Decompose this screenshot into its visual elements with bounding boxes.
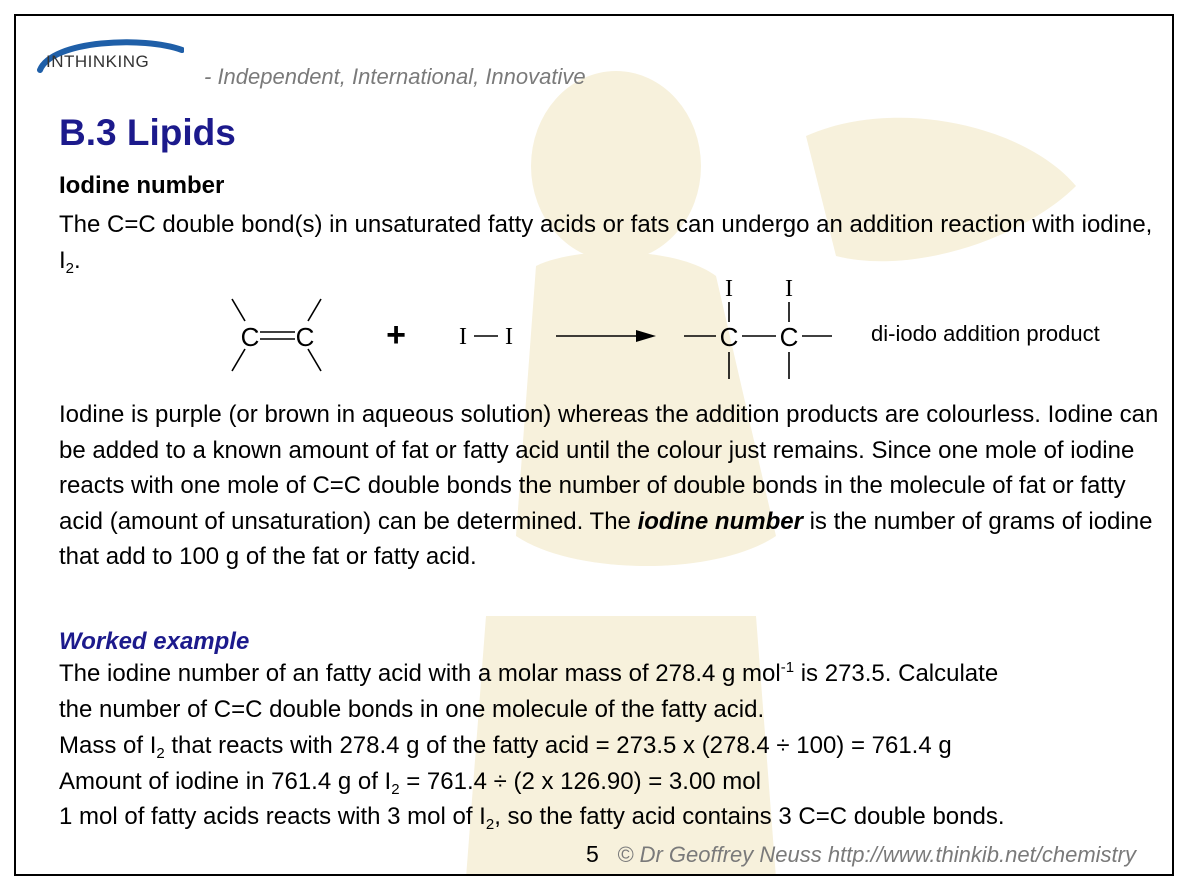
worked-line-3: Mass of $I_2$ that reacts with 278.4 g of the fatty acid = 273.5 x (278.4 ÷ 100) = 761.4 g bbox=[59, 732, 952, 762]
logo-text: INTHINKING bbox=[46, 52, 150, 71]
worked-line-5: 1 mol of fatty acids reacts with 3 mol of $I_2$, so the fatty acid contains 3 C=C double bonds. bbox=[59, 803, 1005, 833]
atom-c-3: C bbox=[719, 322, 739, 352]
footer bbox=[586, 841, 1136, 868]
tagline: - Independent, International, Innovative bbox=[204, 64, 586, 89]
atom-c-2: C bbox=[295, 322, 315, 352]
page-number: 5 bbox=[586, 841, 599, 867]
plus-sign: + bbox=[386, 316, 406, 354]
intro-paragraph: The C=C double bond(s) in unsaturated fatty acids or fats can undergo an addition reaction with iodine, $I_2$. bbox=[59, 211, 1153, 277]
atom-c-1: C bbox=[240, 322, 260, 352]
product-label: di-iodo addition product bbox=[871, 321, 1100, 346]
explanation-paragraph: Iodine is purple (or brown in aqueous solution) whereas the addition products are colourless. Iodine can be added to a known amount of fat or fatty acid until the colour just remains. Since one mole of iodine reacts with one mole of C=C double bonds the number of double bonds in the molecule of fat or fatty acid (amount of unsaturation) can be determined. The iodine number is the number of grams of iodine that add to 100 g of the fat or fatty acid. bbox=[59, 401, 1159, 570]
worked-line-4: Amount of iodine in 761.4 g of $I_2 = 761.4 \div (2$ x 126.90) = 3.00 mol bbox=[59, 768, 761, 798]
worked-example-heading: Worked example bbox=[59, 628, 250, 655]
atom-i-4: I bbox=[785, 276, 793, 302]
atom-i-2: I bbox=[505, 324, 513, 350]
copyright-text: © Dr Geoffrey Neuss http://www.thinkib.net/chemistry bbox=[617, 842, 1136, 867]
worked-line-1: The iodine number of an fatty acid with a molar mass of 278.4 g mol$^{-1}$ is 273.5. Calculate bbox=[59, 659, 999, 687]
atom-c-4: C bbox=[779, 322, 799, 352]
page-title: B.3 Lipids bbox=[59, 112, 236, 153]
atom-i-3: I bbox=[725, 276, 733, 302]
atom-i-1: I bbox=[459, 324, 467, 350]
section-heading: Iodine number bbox=[59, 172, 225, 199]
slide bbox=[14, 14, 1174, 876]
worked-line-2: the number of C=C double bonds in one molecule of the fatty acid. bbox=[59, 696, 765, 723]
